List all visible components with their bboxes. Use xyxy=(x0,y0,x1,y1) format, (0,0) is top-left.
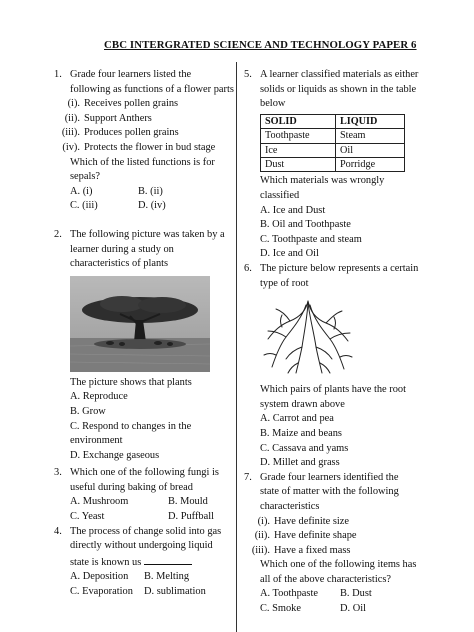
list-item xyxy=(244,515,420,530)
option-c[interactable]: C. Evaporation xyxy=(70,586,133,598)
question-ask: Which of the listed functions is for sepals? xyxy=(70,156,215,183)
question-stem: Grade four learners identified the state of matter with the following characteristics xyxy=(260,471,399,512)
question-number: 1. xyxy=(54,69,62,80)
option-a[interactable]: A. (i) xyxy=(70,185,93,197)
question-6 xyxy=(244,262,420,291)
table-cell: Toothpaste xyxy=(261,129,336,143)
answer-options xyxy=(54,570,234,599)
question-number: 3. xyxy=(54,467,62,479)
answer-options xyxy=(244,587,420,616)
item-text: Protects the flower in bud stage xyxy=(84,141,216,153)
question-number: 6. xyxy=(244,262,252,274)
table-row xyxy=(261,129,405,143)
table-cell: Dust xyxy=(261,158,336,172)
option-b[interactable]: B. Dust xyxy=(340,588,372,600)
table-header-liquid: LIQUID xyxy=(336,114,405,128)
table-cell: Porridge xyxy=(336,158,405,172)
option-d[interactable]: D. Ice and Oil xyxy=(260,248,319,260)
question-stem: The process of change solid into gas directly without undergoing liquid state is known us xyxy=(70,525,222,568)
option-d[interactable]: D. Puffball xyxy=(168,511,214,523)
table-cell: Steam xyxy=(336,129,405,143)
question-ask: Which materials was wrongly classified xyxy=(260,175,385,201)
item-number: (i). xyxy=(257,515,270,527)
item-text: Have definite shape xyxy=(274,530,357,542)
item-text: Produces pollen grains xyxy=(84,127,179,139)
answer-options xyxy=(54,495,234,524)
option-d[interactable]: D. (iv) xyxy=(138,200,166,212)
question-stem: A learner classified materials as either solids or liquids as shown in the table below xyxy=(260,69,419,110)
question-4 xyxy=(54,525,234,571)
list-item xyxy=(54,112,234,127)
left-column xyxy=(54,68,234,600)
question-1 xyxy=(54,68,234,97)
question-ask: Which pairs of plants have the root system drawn above xyxy=(260,384,407,410)
item-number: (iii). xyxy=(251,544,270,556)
question-number: 2. xyxy=(54,228,62,240)
fibrous-root-drawing xyxy=(260,297,356,377)
option-b[interactable]: B. Oil and Toothpaste xyxy=(260,219,351,231)
item-text: Support Anthers xyxy=(84,112,152,124)
question-2 xyxy=(54,228,234,272)
option-b[interactable]: B. Mould xyxy=(168,496,208,508)
list-item xyxy=(54,126,234,141)
right-column xyxy=(244,68,420,617)
answer-options xyxy=(54,185,234,214)
item-number: (i). xyxy=(67,98,80,110)
option-c[interactable]: C. Yeast xyxy=(70,511,105,523)
question-7 xyxy=(244,471,420,515)
column-divider xyxy=(236,62,237,632)
table-row xyxy=(261,158,405,172)
list-item xyxy=(244,529,420,544)
option-d[interactable]: D. Oil xyxy=(340,603,366,615)
item-text: Receives pollen grains xyxy=(84,98,179,110)
option-b[interactable]: B. Grow xyxy=(70,405,106,417)
materials-table xyxy=(260,114,405,173)
option-a[interactable]: A. Carrot and pea xyxy=(260,413,334,425)
item-number: (iii). xyxy=(61,127,80,139)
option-b[interactable]: B. Melting xyxy=(144,571,190,583)
item-text: Have definite size xyxy=(274,515,350,527)
item-text: Have a fixed mass xyxy=(274,544,351,556)
question-stem: Grade four learners listed the following as functions of a flower parts xyxy=(70,69,234,95)
question-ask: The picture shows that plants xyxy=(70,376,192,388)
item-number: (iv). xyxy=(62,141,80,153)
table-cell: Oil xyxy=(336,143,405,157)
option-c[interactable]: C. Toothpaste and steam xyxy=(260,233,362,245)
list-item xyxy=(244,544,420,559)
option-c[interactable]: C. (iii) xyxy=(70,200,98,212)
question-3 xyxy=(54,466,234,495)
question-number: 4. xyxy=(54,525,62,537)
item-number: (ii). xyxy=(64,112,80,124)
question-number: 5. xyxy=(244,69,252,80)
list-item xyxy=(54,141,234,156)
option-c[interactable]: C. Respond to changes in the environment xyxy=(70,420,192,447)
option-d[interactable]: D. Exchange gaseous xyxy=(70,449,160,461)
table-row xyxy=(261,143,405,157)
question-stem: The picture below represents a certain type of root xyxy=(260,262,419,289)
page-title: CBC INTERGRATED SCIENCE AND TECHNOLOGY PAPER 6 xyxy=(104,39,417,51)
question-ask: Which one of the following items has all of the above characteristics? xyxy=(260,559,417,585)
option-c[interactable]: C. Smoke xyxy=(260,603,301,615)
option-a[interactable]: A. Mushroom xyxy=(70,496,129,508)
question-number: 7. xyxy=(244,471,252,483)
table-header-solid: SOLID xyxy=(261,114,336,128)
option-b[interactable]: B. (ii) xyxy=(138,185,163,197)
item-number: (ii). xyxy=(254,530,270,542)
option-c[interactable]: C. Cassava and yams xyxy=(260,442,349,454)
list-item xyxy=(54,97,234,112)
option-a[interactable]: A. Ice and Dust xyxy=(260,204,326,216)
acacia-tree-photo xyxy=(70,276,210,372)
question-stem: The following picture was taken by a learner during a study on characteristics of plants xyxy=(70,228,225,270)
option-a[interactable]: A. Reproduce xyxy=(70,391,128,403)
option-b[interactable]: B. Maize and beans xyxy=(260,427,342,439)
question-5 xyxy=(244,68,420,112)
table-cell: Ice xyxy=(261,143,336,157)
question-stem: Which one of the following fungi is useful during baking of bread xyxy=(70,467,219,493)
option-d[interactable]: D. sublimation xyxy=(144,586,206,598)
option-d[interactable]: D. Millet and grass xyxy=(260,457,340,469)
answer-blank[interactable] xyxy=(144,554,192,565)
option-a[interactable]: A. Deposition xyxy=(70,571,129,583)
option-a[interactable]: A. Toothpaste xyxy=(260,588,318,600)
